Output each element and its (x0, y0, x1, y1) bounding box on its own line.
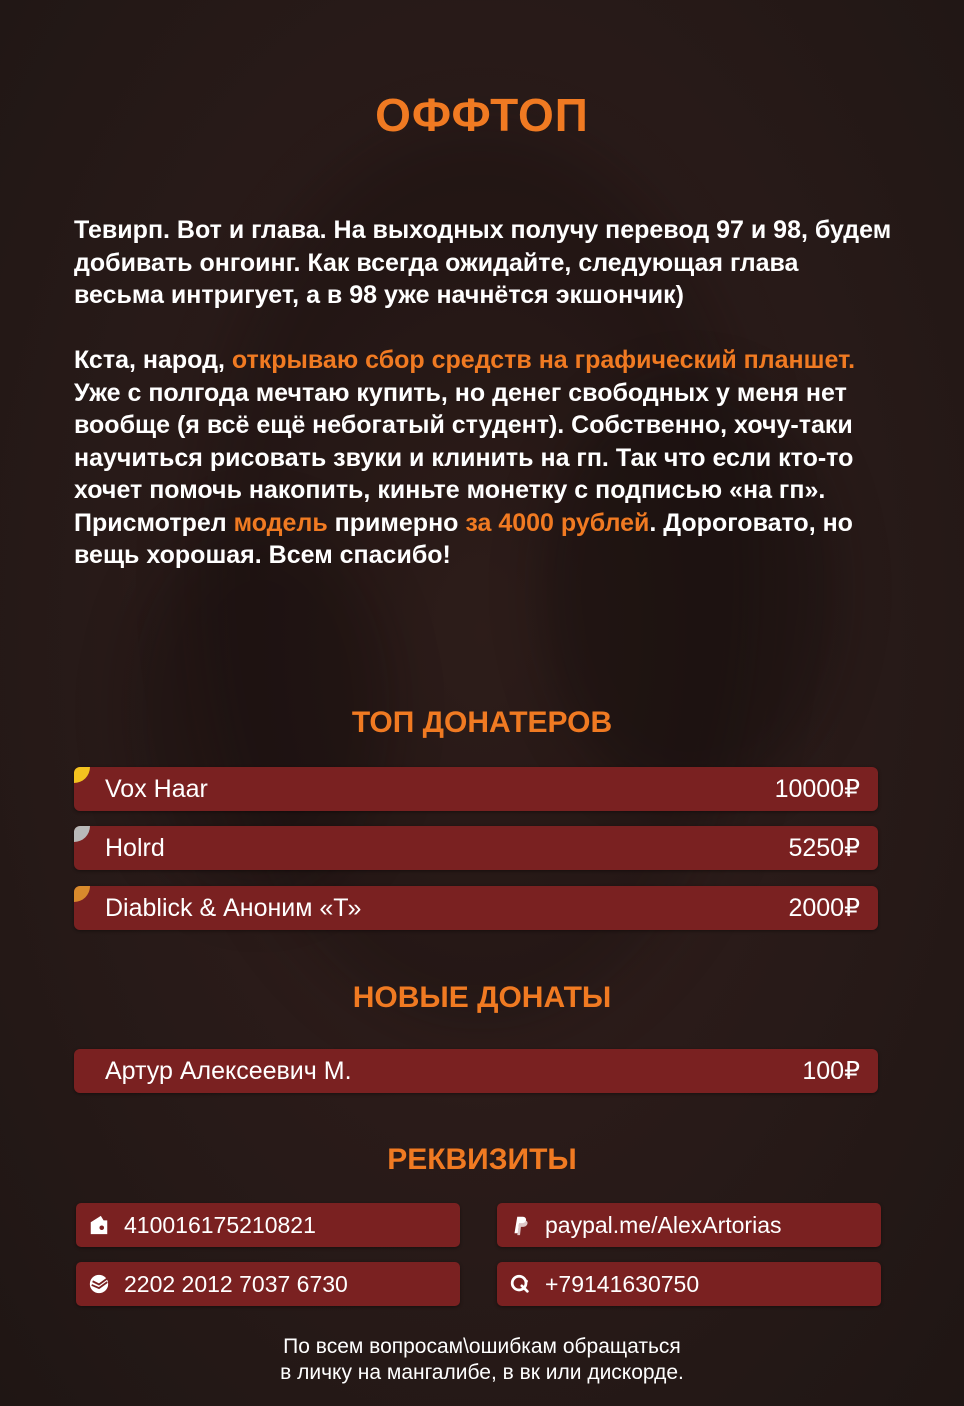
silver-rank-badge (74, 826, 90, 842)
requisite-qiwi[interactable] (497, 1262, 881, 1306)
donor-name: Holrd (105, 833, 165, 862)
fundraiser-text-3: примерно (327, 508, 466, 537)
fundraiser-paragraph (74, 344, 894, 572)
footer-note (0, 1334, 964, 1386)
requisite-value: +79141630750 (545, 1270, 700, 1297)
yoomoney-wallet-icon (88, 1214, 110, 1236)
requisite-value: 410016175210821 (124, 1211, 316, 1238)
gold-rank-badge (74, 767, 90, 783)
qiwi-icon (509, 1273, 531, 1295)
bronze-rank-badge (74, 886, 90, 902)
donor-row (74, 767, 878, 811)
footer-line-2: в личку на мангалибе, в вк или дискорде. (280, 1361, 684, 1384)
donor-name: Diablick & Аноним «Т» (105, 893, 362, 922)
requisites-title: РЕКВИЗИТЫ (387, 1143, 577, 1176)
donor-amount: 5250₽ (788, 834, 860, 862)
requisite-yoomoney[interactable] (76, 1203, 460, 1247)
donor-name: Vox Haar (105, 774, 208, 803)
requisite-sberbank[interactable] (76, 1262, 460, 1306)
sberbank-icon (88, 1273, 110, 1295)
page-title: ОФФТОП (375, 89, 589, 141)
donor-row (74, 886, 878, 930)
donor-row (74, 826, 878, 870)
donor-amount: 10000₽ (774, 775, 860, 803)
requisite-value: 2202 2012 7037 6730 (124, 1270, 348, 1297)
new-donation-row (74, 1049, 878, 1093)
footer-line-1: По всем вопросам\ошибкам обращаться (283, 1335, 681, 1358)
top-donors-title: ТОП ДОНАТЕРОВ (351, 706, 613, 739)
fundraiser-highlight: открываю сбор средств на графический планшет. (231, 346, 856, 374)
fundraiser-text-2: Уже с полгода мечтаю купить, но денег свободных у меня нет вообще (я всё ещё небогатый студент). Собственно, хочу-таки научиться рисовать звуки и клинить на гп. Так что если кто-то хочет помочь накопить, киньте монетку с подписью «на гп». Присмотрел (74, 378, 854, 537)
price-highlight: за 4000 рублей (465, 508, 650, 537)
donor-name: Артур Алексеевич М. (105, 1056, 352, 1085)
fundraiser-text-4: . Дороговато, но вещь хорошая. Всем спасибо! (74, 508, 853, 569)
donor-amount: 2000₽ (788, 894, 860, 922)
requisite-paypal[interactable] (497, 1203, 881, 1247)
fundraiser-text-1: Кста, народ, (74, 346, 232, 374)
requisite-value: paypal.me/AlexArtorias (545, 1211, 782, 1238)
donor-amount: 100₽ (802, 1057, 860, 1085)
model-link[interactable]: модель (233, 508, 328, 537)
new-donations-title: НОВЫЕ ДОНАТЫ (352, 981, 612, 1014)
paypal-icon (509, 1214, 531, 1236)
intro-paragraph: Тевирп. Вот и глава. На выходных получу перевод 97 и 98, будем добивать онгоинг. Как всегда ожидайте, следующая глава весьма интригует, а в 98 уже начнётся экшончик) (74, 216, 892, 309)
